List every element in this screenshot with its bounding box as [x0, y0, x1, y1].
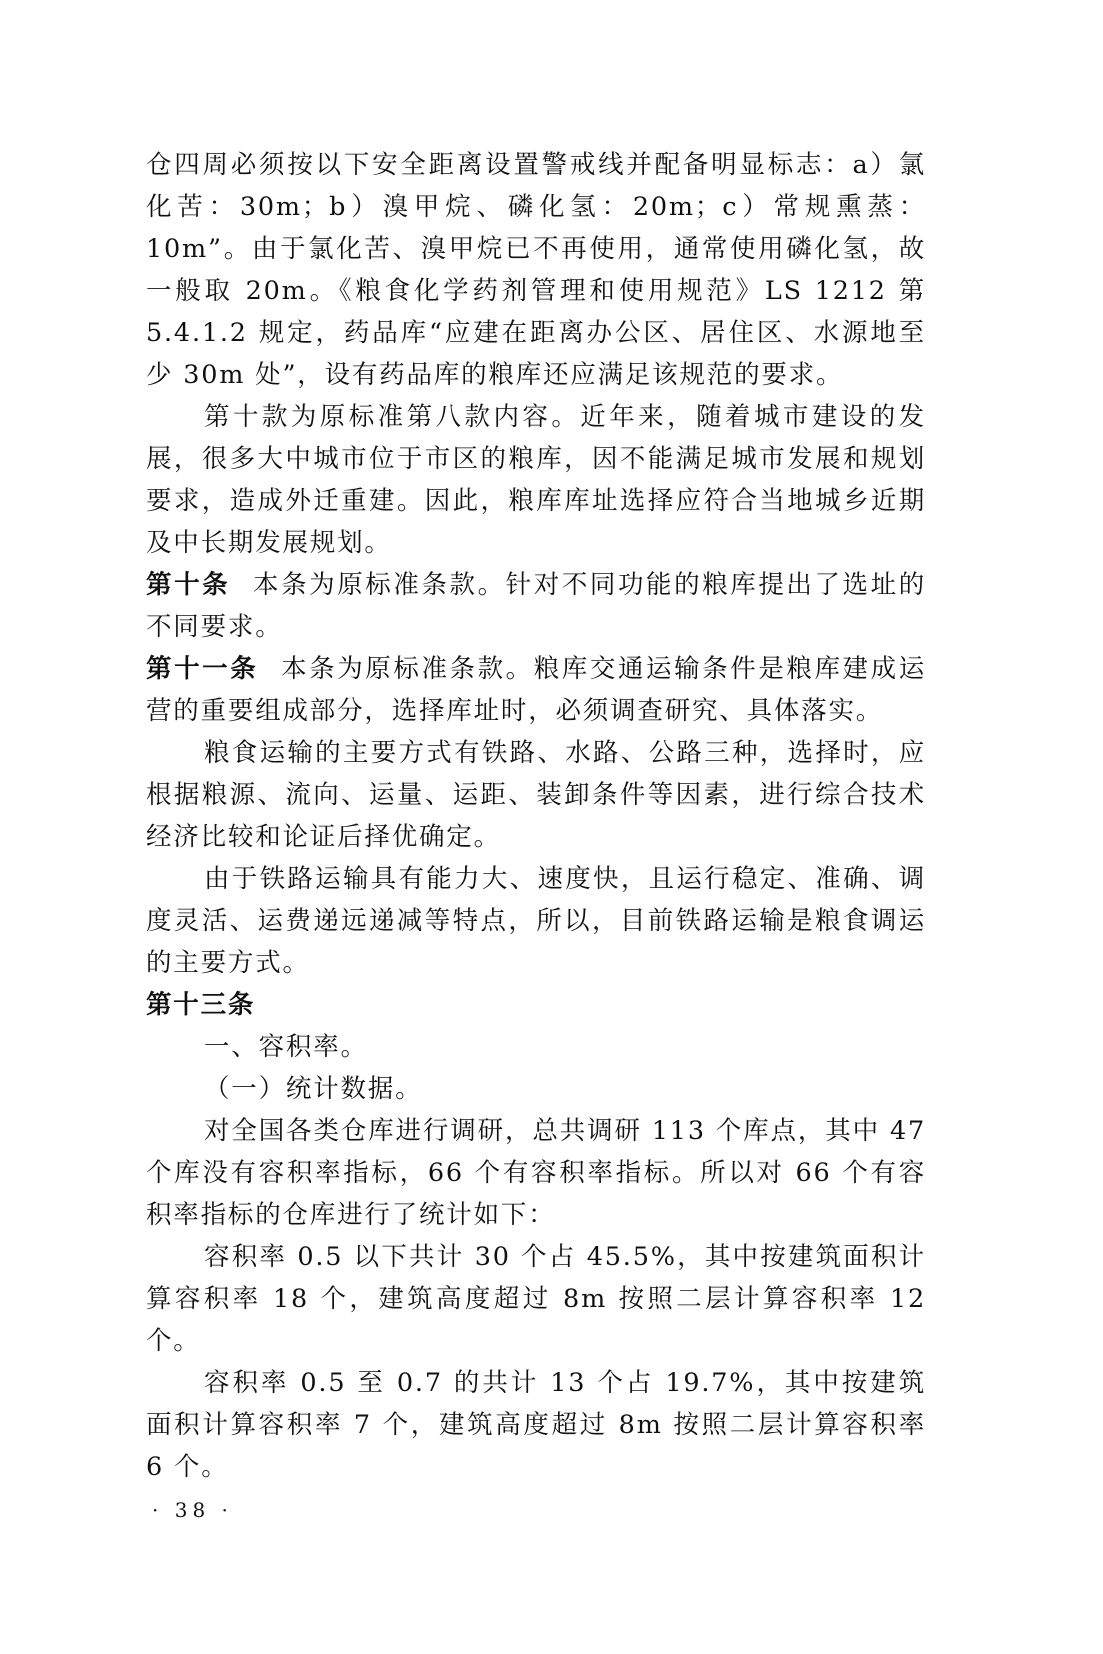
clause-thirteen [146, 984, 926, 1026]
subsection-heading: （一）统计数据。 [204, 1074, 423, 1104]
paragraph-text: 第十款为原标准第八款内容。近年来，随着城市建设的发展，很多大中城市位于市区的粮库，因不能满足城市发展和规划要求，造成外迁重建。因此，粮库库址选择应符合当地城乡近期及中长期发展规划。 [146, 402, 926, 558]
clause-ten [146, 564, 926, 648]
paragraph-survey-results [146, 1110, 926, 1236]
paragraph-text: 粮食运输的主要方式有铁路、水路、公路三种，选择时，应根据粮源、流向、运量、运距、装卸条件等因素，进行综合技术经济比较和论证后择优确定。 [146, 738, 926, 852]
paragraph-ratio-0-5-to-0-7 [146, 1362, 926, 1488]
paragraph-text: 容积率 0.5 至 0.7 的共计 13 个占 19.7%，其中按建筑面积计算容积率 7 个，建筑高度超过 8m 按照二层计算容积率 6 个。 [146, 1368, 926, 1482]
paragraph-railway-transport [146, 858, 926, 984]
clause-text: 本条为原标准条款。针对不同功能的粮库提出了选址的不同要求。 [146, 570, 927, 642]
clause-text: 本条为原标准条款。粮库交通运输条件是粮库建成运营的重要组成部分，选择库址时，必须调查研究、具体落实。 [146, 654, 926, 726]
section-heading: 一、容积率。 [204, 1032, 368, 1062]
paragraph-text: 容积率 0.5 以下共计 30 个占 45.5%，其中按建筑面积计算容积率 18 个，建筑高度超过 8m 按照二层计算容积率 12 个。 [146, 1242, 926, 1356]
paragraph-text: 对全国各类仓库进行调研，总共调研 113 个库点，其中 47 个库没有容积率指标，66 个有容积率指标。所以对 66 个有容积率指标的仓库进行了统计如下： [146, 1116, 926, 1230]
paragraph-text: 由于铁路运输具有能力大、速度快，且运行稳定、准确、调度灵活、运费递远递减等特点，所以，目前铁路运输是粮食调运的主要方式。 [146, 864, 926, 978]
paragraph-text: 仓四周必须按以下安全距离设置警戒线并配备明显标志：a）氯化苦：30m；b）溴甲烷、磷化氢：20m；c）常规熏蒸：10m”。由于氯化苦、溴甲烷已不再使用，通常使用磷化氢，故一般取 20m。《粮食化学药剂管理和使用规范》LS 1212 第 5.4.1.2 规定，药品库“应建在距离办公区、居住区、水源地至少 30m 处”，设有药品库的粮库还应满足该规范的要求。 [146, 150, 926, 390]
section-floor-area-ratio [146, 1026, 926, 1068]
paragraph-ratio-below-0-5 [146, 1236, 926, 1362]
document-body [146, 144, 926, 1488]
paragraph-safety-distance [146, 144, 926, 396]
clause-title: 第十一条 [146, 654, 259, 684]
page-number: · 38 · [152, 1498, 233, 1522]
paragraph-urban-planning [146, 396, 926, 564]
clause-title: 第十条 [146, 570, 231, 600]
paragraph-transport-modes [146, 732, 926, 858]
subsection-statistics [146, 1068, 926, 1110]
clause-eleven [146, 648, 926, 732]
clause-title: 第十三条 [146, 990, 256, 1020]
